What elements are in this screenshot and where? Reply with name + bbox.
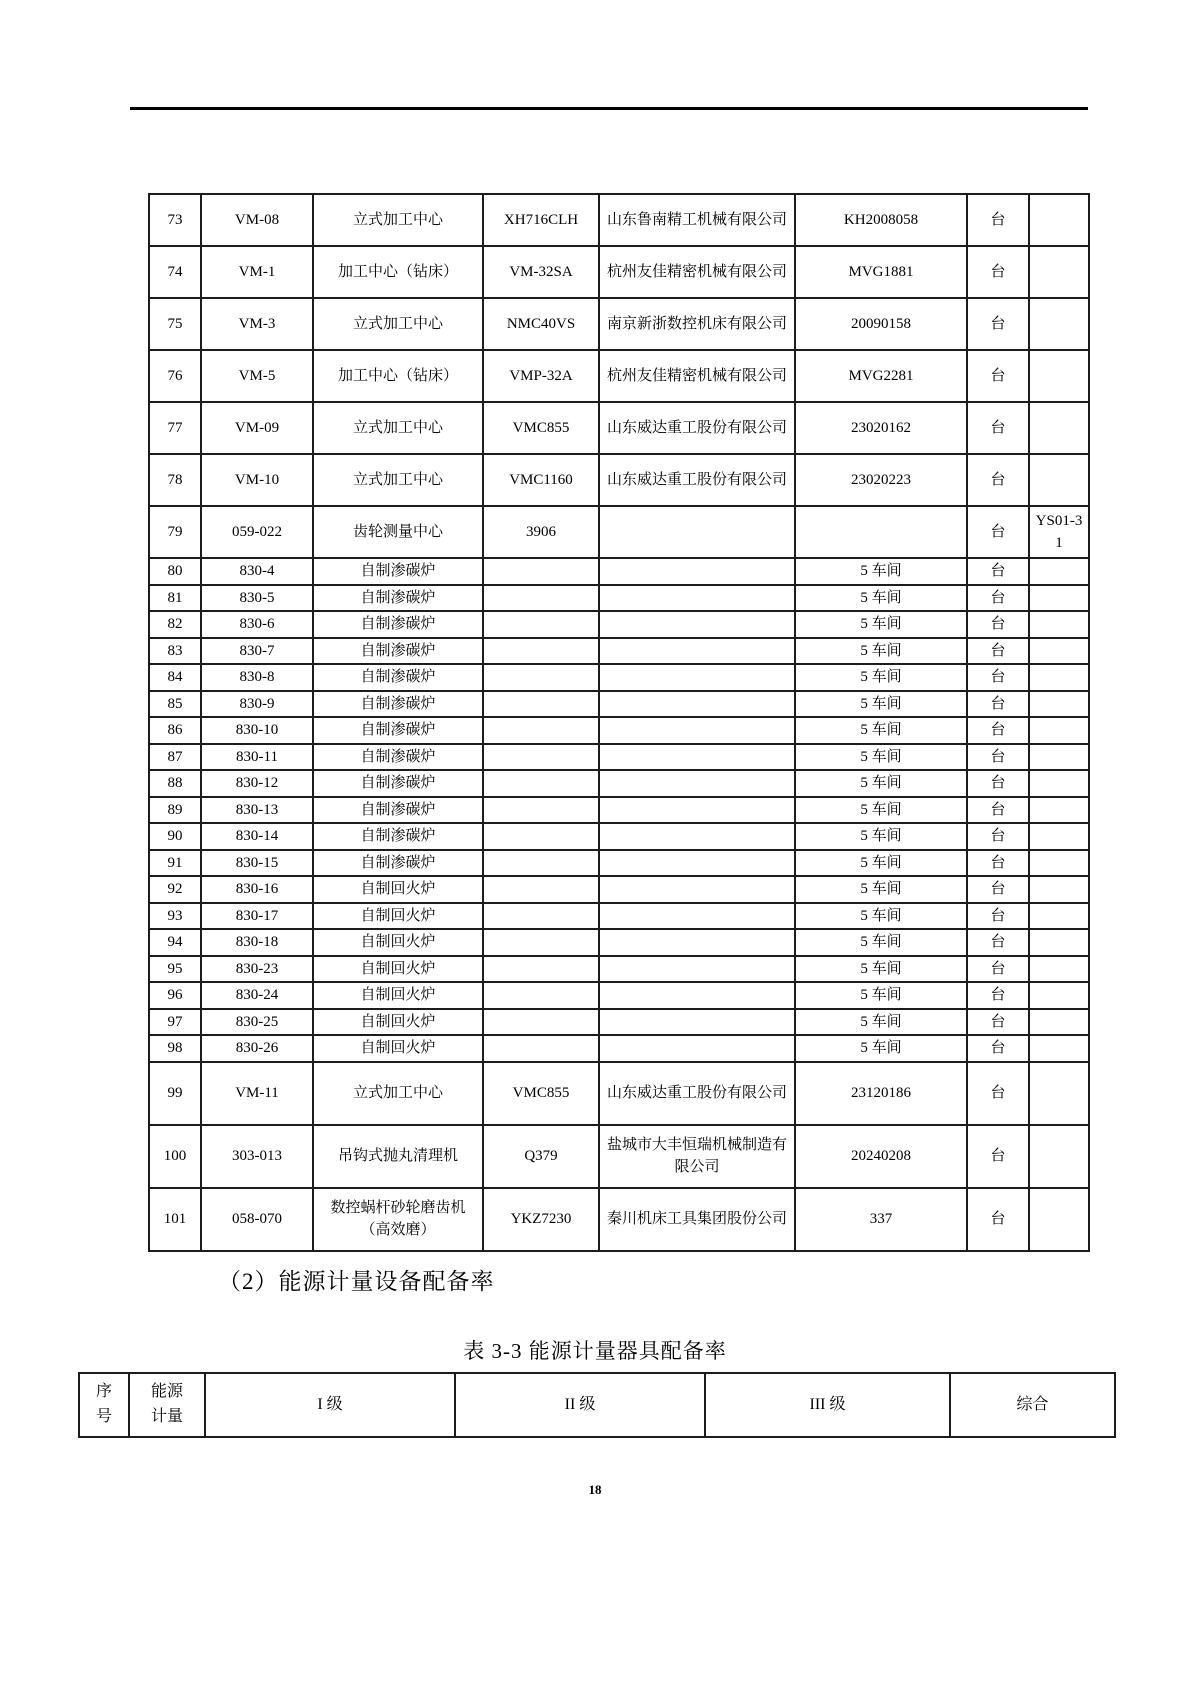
- table-cell: 台: [967, 1035, 1029, 1062]
- table-row: [149, 1009, 1089, 1036]
- table-cell: 5 车间: [795, 1009, 967, 1036]
- table-cell: 830-16: [201, 876, 313, 903]
- meter-header-level-1: I 级: [205, 1373, 455, 1437]
- table-cell: [483, 1035, 599, 1062]
- table-row: [149, 850, 1089, 877]
- table-cell: [599, 506, 795, 558]
- table-cell: 台: [967, 350, 1029, 402]
- table-cell: 98: [149, 1035, 201, 1062]
- table-cell: 台: [967, 876, 1029, 903]
- meter-table: [78, 1372, 1116, 1438]
- table-cell: 059-022: [201, 506, 313, 558]
- table-cell: 97: [149, 1009, 201, 1036]
- table-cell: 830-17: [201, 903, 313, 930]
- table-cell: 齿轮测量中心: [313, 506, 483, 558]
- table-row: [149, 823, 1089, 850]
- table-cell: [599, 638, 795, 665]
- table-cell: 台: [967, 1188, 1029, 1251]
- table-cell: 23020162: [795, 402, 967, 454]
- table-row: [149, 246, 1089, 298]
- table-cell: [1029, 982, 1089, 1009]
- table-cell: 台: [967, 797, 1029, 824]
- table-cell: [483, 797, 599, 824]
- table-cell: [483, 717, 599, 744]
- table-cell: VM-32SA: [483, 246, 599, 298]
- meter-table-header-row: [79, 1373, 1115, 1437]
- table-cell: 秦川机床工具集团股份公司: [599, 1188, 795, 1251]
- table-cell: [795, 506, 967, 558]
- table-cell: 加工中心（钻床）: [313, 350, 483, 402]
- table-cell: 5 车间: [795, 850, 967, 877]
- table-cell: 830-7: [201, 638, 313, 665]
- table-cell: 自制渗碳炉: [313, 691, 483, 718]
- meter-header-xuhao: [79, 1373, 129, 1437]
- table-cell: 5 车间: [795, 664, 967, 691]
- table-cell: [599, 744, 795, 771]
- table-row: [149, 585, 1089, 612]
- table-cell: 830-6: [201, 611, 313, 638]
- table-cell: 台: [967, 717, 1029, 744]
- table-cell: [483, 664, 599, 691]
- table-cell: 78: [149, 454, 201, 506]
- table-cell: MVG2281: [795, 350, 967, 402]
- table-cell: 自制渗碳炉: [313, 744, 483, 771]
- table-cell: 5 车间: [795, 876, 967, 903]
- table-cell: 5 车间: [795, 585, 967, 612]
- table-cell: 23120186: [795, 1062, 967, 1125]
- table-cell: VMP-32A: [483, 350, 599, 402]
- table-cell: [483, 876, 599, 903]
- table-cell: Q379: [483, 1125, 599, 1188]
- table-cell: 94: [149, 929, 201, 956]
- table-cell: 830-26: [201, 1035, 313, 1062]
- table-cell: 91: [149, 850, 201, 877]
- meter-header-nengyuan-jiliang: [129, 1373, 205, 1437]
- table-row: [149, 350, 1089, 402]
- table-cell: [483, 638, 599, 665]
- table-cell: 立式加工中心: [313, 194, 483, 246]
- table-cell: [1029, 194, 1089, 246]
- table-cell: [1029, 558, 1089, 585]
- table-cell: [599, 1009, 795, 1036]
- table-cell: 5 车间: [795, 611, 967, 638]
- table-cell: 台: [967, 585, 1029, 612]
- equipment-table-body: [149, 194, 1089, 1251]
- table-cell: VM-08: [201, 194, 313, 246]
- table-cell: 303-013: [201, 1125, 313, 1188]
- table-cell: 台: [967, 664, 1029, 691]
- table-row: [149, 298, 1089, 350]
- table-cell: [483, 558, 599, 585]
- table-row: [149, 506, 1089, 558]
- table-cell: [483, 903, 599, 930]
- meter-header-nengyuan-line1: 能源: [150, 1383, 183, 1401]
- table-cell: 台: [967, 246, 1029, 298]
- table-cell: 自制回火炉: [313, 903, 483, 930]
- table-cell: 87: [149, 744, 201, 771]
- table-cell: MVG1881: [795, 246, 967, 298]
- table-cell: [599, 558, 795, 585]
- table-cell: 台: [967, 823, 1029, 850]
- table-cell: [1029, 664, 1089, 691]
- table-row: [149, 770, 1089, 797]
- table-row: [149, 982, 1089, 1009]
- table-cell: 山东鲁南精工机械有限公司: [599, 194, 795, 246]
- table-cell: [1029, 454, 1089, 506]
- table-cell: 5 车间: [795, 982, 967, 1009]
- table-row: [149, 876, 1089, 903]
- table-cell: 5 车间: [795, 717, 967, 744]
- table-cell: 830-13: [201, 797, 313, 824]
- table-cell: 台: [967, 744, 1029, 771]
- table-cell: 73: [149, 194, 201, 246]
- table-cell: 337: [795, 1188, 967, 1251]
- table-cell: 自制渗碳炉: [313, 558, 483, 585]
- table-cell: 830-15: [201, 850, 313, 877]
- table-cell: [1029, 850, 1089, 877]
- table-cell: YS01-31: [1029, 506, 1089, 558]
- equipment-table: [148, 193, 1090, 1252]
- table-cell: 南京新浙数控机床有限公司: [599, 298, 795, 350]
- table-cell: 90: [149, 823, 201, 850]
- table-cell: [599, 770, 795, 797]
- table-cell: [483, 982, 599, 1009]
- table-cell: 台: [967, 454, 1029, 506]
- meter-header-level-3: III 级: [705, 1373, 950, 1437]
- table-cell: [483, 611, 599, 638]
- table-cell: VM-5: [201, 350, 313, 402]
- table-cell: 5 车间: [795, 929, 967, 956]
- meter-header-xuhao-line1: 序: [95, 1383, 112, 1401]
- table-cell: 830-9: [201, 691, 313, 718]
- table-cell: 台: [967, 982, 1029, 1009]
- meter-header-level-2: II 级: [455, 1373, 705, 1437]
- header-rule: [130, 107, 1088, 110]
- table-cell: [599, 664, 795, 691]
- table-cell: [1029, 246, 1089, 298]
- table-cell: 830-25: [201, 1009, 313, 1036]
- table-cell: 830-11: [201, 744, 313, 771]
- section-heading: （2）能源计量设备配备率: [218, 1269, 495, 1294]
- table-cell: 5 车间: [795, 558, 967, 585]
- table-cell: 台: [967, 956, 1029, 983]
- table-cell: VM-10: [201, 454, 313, 506]
- table-cell: [1029, 1188, 1089, 1251]
- table-cell: [1029, 298, 1089, 350]
- table-cell: [1029, 638, 1089, 665]
- table-cell: [1029, 585, 1089, 612]
- table-row: [149, 744, 1089, 771]
- table-cell: 台: [967, 1062, 1029, 1125]
- table-cell: YKZ7230: [483, 1188, 599, 1251]
- table-row: [149, 1125, 1089, 1188]
- table-cell: 山东威达重工股份有限公司: [599, 402, 795, 454]
- table-caption: 表 3-3 能源计量器具配备率: [463, 1339, 727, 1363]
- table-cell: 93: [149, 903, 201, 930]
- table-cell: [483, 585, 599, 612]
- table-cell: [483, 823, 599, 850]
- table-cell: 台: [967, 506, 1029, 558]
- table-cell: [1029, 611, 1089, 638]
- table-cell: 立式加工中心: [313, 298, 483, 350]
- table-cell: VM-3: [201, 298, 313, 350]
- meter-header-nengyuan-line2: 计量: [150, 1408, 183, 1425]
- table-cell: 82: [149, 611, 201, 638]
- table-cell: 自制渗碳炉: [313, 770, 483, 797]
- table-row: [149, 929, 1089, 956]
- table-cell: [599, 585, 795, 612]
- table-cell: 吊钩式抛丸清理机: [313, 1125, 483, 1188]
- table-cell: 自制回火炉: [313, 982, 483, 1009]
- table-cell: 81: [149, 585, 201, 612]
- table-cell: [599, 717, 795, 744]
- table-cell: 23020223: [795, 454, 967, 506]
- table-cell: 85: [149, 691, 201, 718]
- table-cell: [1029, 1035, 1089, 1062]
- table-cell: [599, 982, 795, 1009]
- table-cell: 058-070: [201, 1188, 313, 1251]
- table-cell: [483, 691, 599, 718]
- table-cell: 80: [149, 558, 201, 585]
- table-cell: 自制回火炉: [313, 929, 483, 956]
- table-cell: VM-09: [201, 402, 313, 454]
- table-cell: [599, 611, 795, 638]
- table-cell: 数控蜗杆砂轮磨齿机（高效磨）: [313, 1188, 483, 1251]
- table-cell: 自制渗碳炉: [313, 638, 483, 665]
- table-cell: [483, 929, 599, 956]
- table-cell: [1029, 691, 1089, 718]
- table-cell: 杭州友佳精密机械有限公司: [599, 246, 795, 298]
- table-cell: [1029, 956, 1089, 983]
- table-cell: 99: [149, 1062, 201, 1125]
- table-cell: KH2008058: [795, 194, 967, 246]
- table-cell: 96: [149, 982, 201, 1009]
- table-cell: 5 车间: [795, 797, 967, 824]
- table-cell: 830-10: [201, 717, 313, 744]
- table-cell: 76: [149, 350, 201, 402]
- table-cell: [1029, 770, 1089, 797]
- table-cell: 830-18: [201, 929, 313, 956]
- table-row: [149, 558, 1089, 585]
- table-row: [149, 611, 1089, 638]
- table-cell: 5 车间: [795, 638, 967, 665]
- table-cell: 立式加工中心: [313, 402, 483, 454]
- table-cell: 5 车间: [795, 956, 967, 983]
- table-cell: 立式加工中心: [313, 454, 483, 506]
- table-cell: [599, 691, 795, 718]
- table-row: [149, 691, 1089, 718]
- table-cell: 山东威达重工股份有限公司: [599, 454, 795, 506]
- table-cell: 自制渗碳炉: [313, 717, 483, 744]
- table-cell: 台: [967, 770, 1029, 797]
- table-cell: [599, 876, 795, 903]
- table-cell: 74: [149, 246, 201, 298]
- table-row: [149, 797, 1089, 824]
- table-cell: 830-4: [201, 558, 313, 585]
- table-cell: 830-5: [201, 585, 313, 612]
- table-cell: 立式加工中心: [313, 1062, 483, 1125]
- table-cell: 5 车间: [795, 744, 967, 771]
- table-cell: 75: [149, 298, 201, 350]
- table-cell: 3906: [483, 506, 599, 558]
- table-cell: 5 车间: [795, 691, 967, 718]
- table-cell: 盐城市大丰恒瑞机械制造有限公司: [599, 1125, 795, 1188]
- table-cell: 830-14: [201, 823, 313, 850]
- table-cell: [483, 744, 599, 771]
- table-cell: 台: [967, 558, 1029, 585]
- table-cell: [483, 1009, 599, 1036]
- table-cell: 台: [967, 194, 1029, 246]
- table-cell: XH716CLH: [483, 194, 599, 246]
- table-cell: 台: [967, 402, 1029, 454]
- table-row: [149, 717, 1089, 744]
- table-cell: VMC1160: [483, 454, 599, 506]
- table-cell: 89: [149, 797, 201, 824]
- table-cell: [1029, 402, 1089, 454]
- table-cell: [483, 956, 599, 983]
- table-cell: [599, 850, 795, 877]
- meter-header-xuhao-line2: 号: [95, 1408, 112, 1425]
- table-cell: 79: [149, 506, 201, 558]
- table-row: [149, 664, 1089, 691]
- table-cell: [1029, 903, 1089, 930]
- table-cell: 83: [149, 638, 201, 665]
- table-cell: 台: [967, 903, 1029, 930]
- table-cell: 5 车间: [795, 1035, 967, 1062]
- table-row: [149, 638, 1089, 665]
- table-cell: [483, 850, 599, 877]
- table-cell: [599, 903, 795, 930]
- table-cell: 95: [149, 956, 201, 983]
- table-cell: 自制回火炉: [313, 876, 483, 903]
- table-cell: [599, 823, 795, 850]
- table-cell: 自制渗碳炉: [313, 585, 483, 612]
- table-cell: [483, 770, 599, 797]
- table-cell: 山东威达重工股份有限公司: [599, 1062, 795, 1125]
- table-cell: [1029, 1125, 1089, 1188]
- table-cell: 自制回火炉: [313, 1009, 483, 1036]
- table-cell: 5 车间: [795, 903, 967, 930]
- table-cell: [599, 956, 795, 983]
- table-cell: 自制回火炉: [313, 956, 483, 983]
- table-cell: NMC40VS: [483, 298, 599, 350]
- table-cell: [1029, 717, 1089, 744]
- table-row: [149, 956, 1089, 983]
- table-cell: 台: [967, 298, 1029, 350]
- table-cell: 自制渗碳炉: [313, 611, 483, 638]
- table-cell: 20090158: [795, 298, 967, 350]
- table-cell: 830-24: [201, 982, 313, 1009]
- table-cell: [599, 1035, 795, 1062]
- table-cell: VMC855: [483, 402, 599, 454]
- table-cell: 5 车间: [795, 823, 967, 850]
- table-cell: [599, 797, 795, 824]
- table-cell: 自制渗碳炉: [313, 797, 483, 824]
- table-cell: VM-11: [201, 1062, 313, 1125]
- table-cell: VMC855: [483, 1062, 599, 1125]
- table-cell: [1029, 1009, 1089, 1036]
- table-cell: [1029, 929, 1089, 956]
- table-cell: 88: [149, 770, 201, 797]
- table-cell: 加工中心（钻床）: [313, 246, 483, 298]
- table-cell: 台: [967, 850, 1029, 877]
- table-cell: 84: [149, 664, 201, 691]
- table-cell: 杭州友佳精密机械有限公司: [599, 350, 795, 402]
- table-cell: [1029, 744, 1089, 771]
- table-cell: [1029, 876, 1089, 903]
- table-cell: 台: [967, 929, 1029, 956]
- table-row: [149, 1035, 1089, 1062]
- table-cell: 20240208: [795, 1125, 967, 1188]
- table-cell: 自制渗碳炉: [313, 850, 483, 877]
- table-cell: 台: [967, 1125, 1029, 1188]
- table-cell: 台: [967, 1009, 1029, 1036]
- table-row: [149, 194, 1089, 246]
- table-cell: [599, 929, 795, 956]
- table-cell: [1029, 823, 1089, 850]
- table-row: [149, 454, 1089, 506]
- page-number: 18: [588, 1482, 602, 1497]
- table-cell: 830-23: [201, 956, 313, 983]
- table-cell: 830-8: [201, 664, 313, 691]
- table-cell: [1029, 350, 1089, 402]
- table-cell: 100: [149, 1125, 201, 1188]
- table-cell: 86: [149, 717, 201, 744]
- table-cell: VM-1: [201, 246, 313, 298]
- table-cell: [1029, 1062, 1089, 1125]
- table-cell: 92: [149, 876, 201, 903]
- table-cell: 自制渗碳炉: [313, 664, 483, 691]
- table-cell: 台: [967, 638, 1029, 665]
- table-cell: [1029, 797, 1089, 824]
- meter-header-zonghe: 综合: [950, 1373, 1115, 1437]
- table-row: [149, 903, 1089, 930]
- table-row: [149, 1188, 1089, 1251]
- table-cell: 101: [149, 1188, 201, 1251]
- table-cell: 自制渗碳炉: [313, 823, 483, 850]
- table-cell: 台: [967, 611, 1029, 638]
- table-cell: 台: [967, 691, 1029, 718]
- table-cell: 5 车间: [795, 770, 967, 797]
- table-cell: 77: [149, 402, 201, 454]
- table-row: [149, 402, 1089, 454]
- table-cell: 830-12: [201, 770, 313, 797]
- table-row: [149, 1062, 1089, 1125]
- table-cell: 自制回火炉: [313, 1035, 483, 1062]
